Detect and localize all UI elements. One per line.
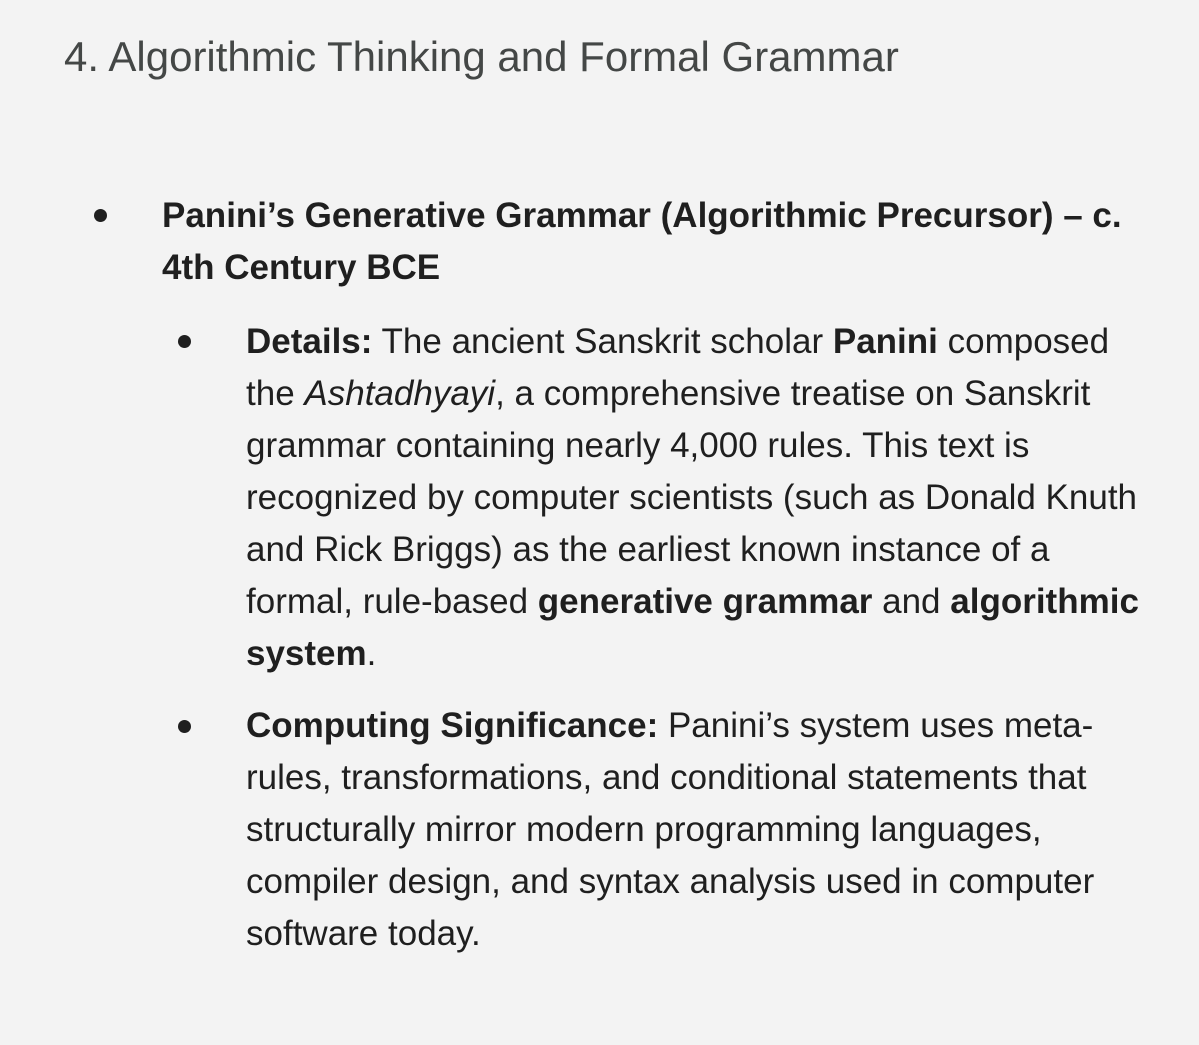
details-text: The ancient Sanskrit scholar xyxy=(372,322,833,361)
item-title: Panini’s Generative Grammar (Algorithmic Precursor) – c. 4th Century BCE xyxy=(162,196,1122,287)
details-label: Details: xyxy=(246,322,373,361)
details-text: and xyxy=(872,582,951,621)
details-paragraph xyxy=(246,316,1146,680)
details-bold-algorithmic-system: algorithmic system xyxy=(246,582,1139,673)
significance-paragraph xyxy=(246,700,1146,960)
details-bold-panini: Panini xyxy=(832,322,938,361)
bullet-icon xyxy=(178,335,191,348)
bullet-icon xyxy=(178,720,191,733)
details-text: , a comprehensive treatise on Sanskrit grammar containing nearly 4,000 rules. This text is recognized by computer scientists (such as Donald Knuth and Rick Briggs) as the earliest known instance of a formal, rule-based xyxy=(246,374,1138,621)
details-italic-ashtadhyayi: Ashtadhyayi xyxy=(304,374,496,413)
details-text: . xyxy=(366,634,377,673)
significance-text: Panini’s system uses meta-rules, transformations, and conditional statements that structurally mirror modern programming languages, compiler design, and syntax analysis used in computer software today. xyxy=(246,706,1095,953)
bullet-icon xyxy=(94,209,107,222)
significance-label: Computing Significance: xyxy=(246,706,659,745)
section-heading: 4. Algorithmic Thinking and Formal Grammar xyxy=(64,33,899,80)
details-text: composed the xyxy=(246,322,1110,413)
details-bold-generative-grammar: generative grammar xyxy=(537,582,873,621)
